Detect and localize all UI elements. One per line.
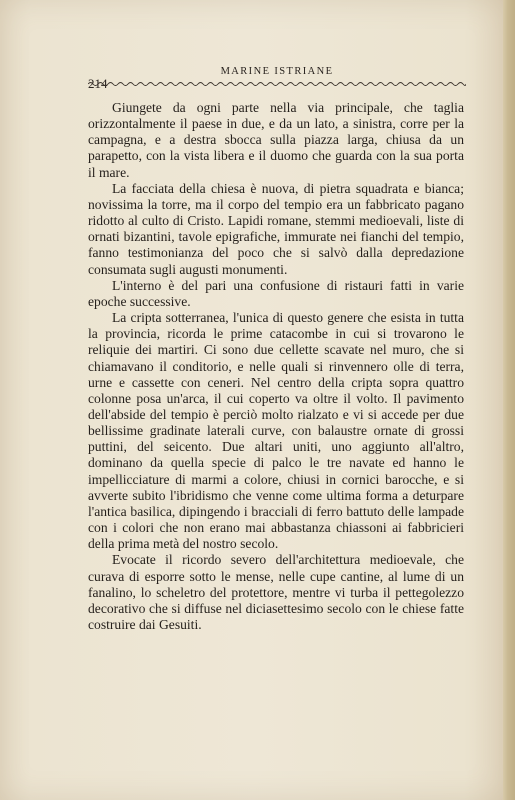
paragraph-5: Evocate il ricordo severo dell'architettura medioevale, che curava di esporre sotto le mense, nelle cupe cantine, al lume di un fanalino, lo scheletro del protettore, mentre vi turba il pettegolezzo decorativo che si diffuse nel diciasettesimo secolo con le chiese fatte costruire dai Gesuiti. (88, 552, 464, 632)
page-header (88, 62, 466, 91)
page-number: 214 (88, 76, 108, 91)
paragraph-1: Giungete da ogni parte nella via principale, che taglia orizzontalmente il paese in due, e da un lato, a sinistra, corre per la campagna, e a destra sbocca sulla piazza larga, chiusa da un parapetto, con la vista libera e il duomo che guarda con la sua porta il mare. (88, 100, 464, 180)
decorative-wavy-rule (88, 80, 466, 88)
paragraph-2: La facciata della chiesa è nuova, di pietra squadrata e bianca; novissima la torre, ma il corpo del tempio era un fabbricato pagano ridotto al culto di Cristo. Lapidi romane, stemmi medioevali, liste di ornati bizantini, tavole epigrafiche, immurate nei fianchi del tempio, fanno testimonianza del poco che si salvò dalla depredazione consumata sugli augusti monumenti. (88, 180, 464, 277)
paragraph-3: L'interno è del pari una confusione di ristauri fatti in varie epoche successive. (88, 277, 464, 309)
running-title: MARINE ISTRIANE (220, 66, 334, 77)
page-edge (503, 0, 515, 800)
body-text (88, 100, 464, 633)
paragraph-4: La cripta sotterranea, l'unica di questo genere che esista in tutta la provincia, ricorda le prime catacombe in cui si trovarono le reliquie dei martiri. Ci sono due cellette scavate nel muro, che si chiamavano il conditorio, e nelle quali si rinvennero olle di terra, urne e cassette con ceneri. Nel centro della cripta sopra quattro colonne posa un'arca, il cui coperto va oltre il volto. Il pavimento dell'abside del tempio è perciò molto rialzato e vi si accede per due bellissime gradinate laterali curve, con balaustre ornate di grossi puttini, del seicento. Due altari uniti, uno aggiunto all'altro, dominano da quella specie di palco le tre navate ed hanno le impellicciature di marmi a colore, chiusi in cornici barocche, e si avverte subito l'ibridismo che venne come ultima forma a deturpare l'antica basilica, dipingendo i bracciali di ferro battuto delle lampade con i colori che non erano mai abbastanza chiassoni ai fabbricieri della prima metà del nostro secolo. (88, 310, 464, 552)
